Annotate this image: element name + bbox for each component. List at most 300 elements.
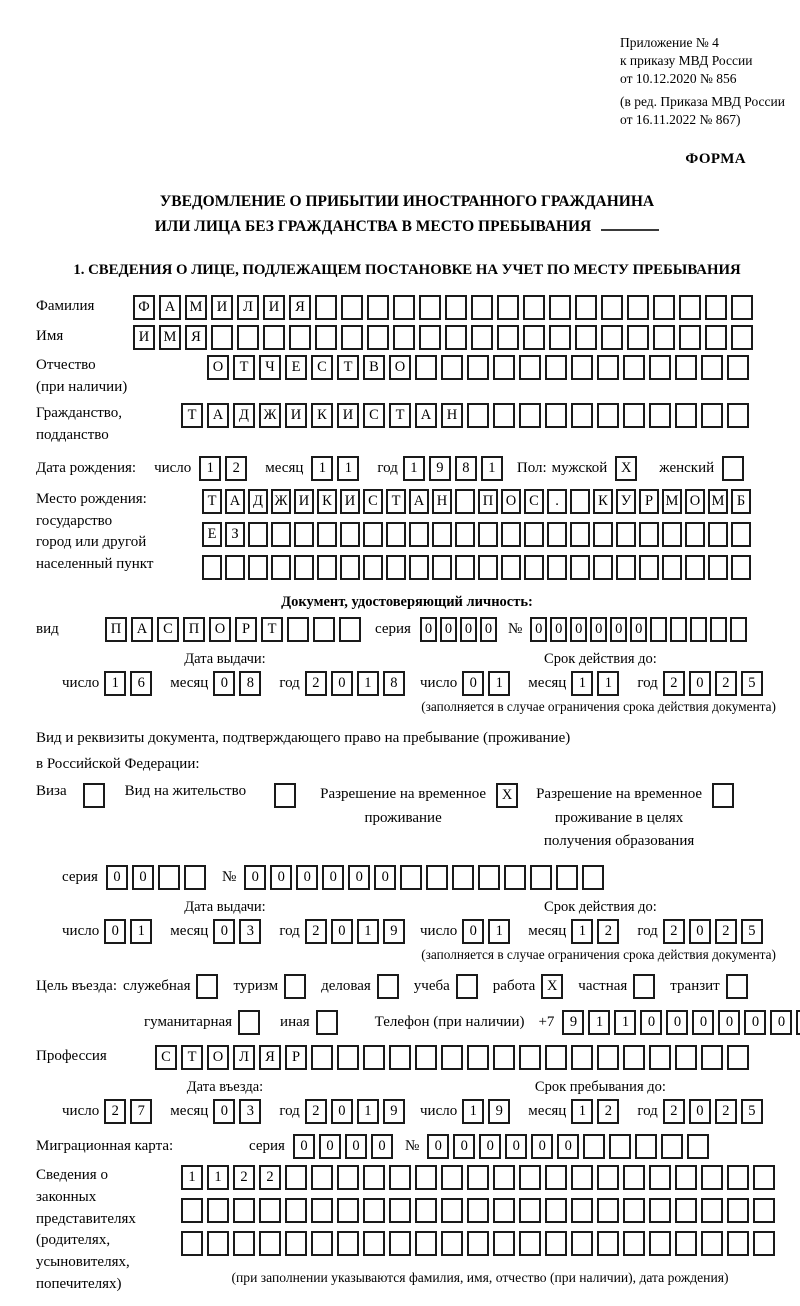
char-box[interactable] xyxy=(467,1198,489,1223)
char-box[interactable] xyxy=(649,1045,671,1070)
char-box[interactable]: С xyxy=(524,489,544,514)
char-box[interactable] xyxy=(649,355,671,380)
char-box[interactable] xyxy=(248,555,268,580)
char-box[interactable] xyxy=(501,522,521,547)
char-box[interactable] xyxy=(311,1231,333,1256)
char-box[interactable]: М xyxy=(185,295,207,320)
char-box[interactable] xyxy=(184,865,206,890)
char-box[interactable]: Я xyxy=(289,295,311,320)
char-box[interactable]: Т xyxy=(337,355,359,380)
char-box[interactable]: 0 xyxy=(331,919,353,944)
char-box[interactable]: 1 xyxy=(588,1010,610,1035)
char-box[interactable]: К xyxy=(311,403,333,428)
char-box[interactable]: 2 xyxy=(233,1165,255,1190)
char-box[interactable] xyxy=(471,325,493,350)
char-box[interactable] xyxy=(478,522,498,547)
purpose-business-checkbox[interactable] xyxy=(377,974,399,999)
purpose-transit-checkbox[interactable] xyxy=(726,974,748,999)
char-box[interactable]: О xyxy=(501,489,521,514)
char-box[interactable]: 2 xyxy=(715,671,737,696)
char-box[interactable] xyxy=(571,403,593,428)
char-box[interactable] xyxy=(415,1198,437,1223)
char-box[interactable] xyxy=(519,1198,541,1223)
char-box[interactable]: 1 xyxy=(597,671,619,696)
char-box[interactable] xyxy=(649,403,671,428)
char-box[interactable]: И xyxy=(133,325,155,350)
char-box[interactable] xyxy=(311,1198,333,1223)
char-box[interactable] xyxy=(393,295,415,320)
char-box[interactable]: И xyxy=(211,295,233,320)
char-box[interactable] xyxy=(593,522,613,547)
char-box[interactable]: 0 xyxy=(718,1010,740,1035)
char-box[interactable]: Р xyxy=(235,617,257,642)
char-box[interactable] xyxy=(690,617,707,642)
char-box[interactable] xyxy=(708,555,728,580)
char-box[interactable] xyxy=(731,295,753,320)
char-box[interactable] xyxy=(441,1198,463,1223)
char-box[interactable] xyxy=(478,555,498,580)
char-box[interactable] xyxy=(571,1198,593,1223)
char-box[interactable] xyxy=(623,1231,645,1256)
char-box[interactable]: 0 xyxy=(770,1010,792,1035)
char-box[interactable] xyxy=(623,1045,645,1070)
char-box[interactable] xyxy=(679,325,701,350)
char-box[interactable] xyxy=(211,325,233,350)
char-box[interactable]: 0 xyxy=(213,1099,235,1124)
char-box[interactable] xyxy=(233,1198,255,1223)
char-box[interactable] xyxy=(687,1134,709,1159)
char-box[interactable] xyxy=(731,555,751,580)
char-box[interactable]: 1 xyxy=(199,456,221,481)
char-box[interactable] xyxy=(419,325,441,350)
char-box[interactable]: Ч xyxy=(259,355,281,380)
char-box[interactable]: П xyxy=(478,489,498,514)
char-box[interactable]: М xyxy=(159,325,181,350)
char-box[interactable] xyxy=(339,617,361,642)
char-box[interactable]: 0 xyxy=(590,617,607,642)
char-box[interactable] xyxy=(524,555,544,580)
temp-residence-edu-checkbox[interactable] xyxy=(712,783,734,808)
char-box[interactable]: 0 xyxy=(689,1099,711,1124)
char-box[interactable]: 1 xyxy=(181,1165,203,1190)
visa-checkbox[interactable] xyxy=(83,783,105,808)
char-box[interactable]: О xyxy=(207,1045,229,1070)
char-box[interactable]: 0 xyxy=(610,617,627,642)
char-box[interactable]: 1 xyxy=(357,671,379,696)
char-box[interactable]: Т xyxy=(389,403,411,428)
char-box[interactable]: 0 xyxy=(460,617,477,642)
char-box[interactable] xyxy=(317,555,337,580)
purpose-study-checkbox[interactable] xyxy=(456,974,478,999)
char-box[interactable]: 0 xyxy=(345,1134,367,1159)
char-box[interactable] xyxy=(639,555,659,580)
purpose-official-checkbox[interactable] xyxy=(196,974,218,999)
char-box[interactable]: Н xyxy=(432,489,452,514)
char-box[interactable]: 0 xyxy=(427,1134,449,1159)
char-box[interactable] xyxy=(409,522,429,547)
char-box[interactable]: 0 xyxy=(374,865,396,890)
char-box[interactable] xyxy=(415,1165,437,1190)
char-box[interactable] xyxy=(796,1010,800,1035)
char-box[interactable] xyxy=(597,1045,619,1070)
female-checkbox[interactable] xyxy=(722,456,744,481)
char-box[interactable] xyxy=(701,355,723,380)
char-box[interactable]: 2 xyxy=(305,671,327,696)
char-box[interactable] xyxy=(311,1045,333,1070)
char-box[interactable] xyxy=(650,617,667,642)
char-box[interactable]: Т xyxy=(261,617,283,642)
char-box[interactable]: Е xyxy=(285,355,307,380)
char-box[interactable] xyxy=(597,1165,619,1190)
temp-residence-checkbox[interactable]: X xyxy=(496,783,518,808)
char-box[interactable] xyxy=(315,325,337,350)
char-box[interactable] xyxy=(471,295,493,320)
char-box[interactable] xyxy=(662,555,682,580)
char-box[interactable] xyxy=(708,522,728,547)
char-box[interactable] xyxy=(181,1198,203,1223)
char-box[interactable] xyxy=(730,617,747,642)
char-box[interactable] xyxy=(207,1231,229,1256)
char-box[interactable] xyxy=(601,295,623,320)
char-box[interactable] xyxy=(363,1198,385,1223)
char-box[interactable] xyxy=(341,295,363,320)
char-box[interactable] xyxy=(649,1165,671,1190)
char-box[interactable] xyxy=(225,555,245,580)
char-box[interactable] xyxy=(547,522,567,547)
char-box[interactable] xyxy=(545,1231,567,1256)
char-box[interactable]: 0 xyxy=(744,1010,766,1035)
char-box[interactable]: Я xyxy=(259,1045,281,1070)
char-box[interactable] xyxy=(524,522,544,547)
char-box[interactable]: И xyxy=(337,403,359,428)
char-box[interactable]: 1 xyxy=(481,456,503,481)
char-box[interactable] xyxy=(497,295,519,320)
char-box[interactable] xyxy=(432,522,452,547)
char-box[interactable] xyxy=(455,555,475,580)
char-box[interactable] xyxy=(675,1045,697,1070)
char-box[interactable]: 0 xyxy=(666,1010,688,1035)
char-box[interactable] xyxy=(549,325,571,350)
char-box[interactable]: М xyxy=(708,489,728,514)
char-box[interactable]: 5 xyxy=(741,919,763,944)
char-box[interactable]: Б xyxy=(731,489,751,514)
char-box[interactable]: 8 xyxy=(455,456,477,481)
char-box[interactable]: 2 xyxy=(663,671,685,696)
char-box[interactable]: 1 xyxy=(357,1099,379,1124)
char-box[interactable]: 2 xyxy=(305,1099,327,1124)
char-box[interactable] xyxy=(601,325,623,350)
char-box[interactable]: 1 xyxy=(571,919,593,944)
char-box[interactable] xyxy=(597,1198,619,1223)
char-box[interactable]: 9 xyxy=(383,919,405,944)
char-box[interactable] xyxy=(386,555,406,580)
char-box[interactable]: М xyxy=(662,489,682,514)
char-box[interactable] xyxy=(467,403,489,428)
char-box[interactable]: 0 xyxy=(104,919,126,944)
char-box[interactable] xyxy=(575,295,597,320)
char-box[interactable]: 0 xyxy=(371,1134,393,1159)
char-box[interactable]: Д xyxy=(233,403,255,428)
char-box[interactable]: Ф xyxy=(133,295,155,320)
char-box[interactable] xyxy=(675,355,697,380)
char-box[interactable] xyxy=(467,1165,489,1190)
char-box[interactable] xyxy=(679,295,701,320)
char-box[interactable] xyxy=(313,617,335,642)
char-box[interactable]: 0 xyxy=(213,919,235,944)
char-box[interactable]: И xyxy=(294,489,314,514)
char-box[interactable]: 1 xyxy=(130,919,152,944)
char-box[interactable] xyxy=(315,295,337,320)
char-box[interactable]: П xyxy=(183,617,205,642)
char-box[interactable] xyxy=(337,1165,359,1190)
char-box[interactable] xyxy=(597,355,619,380)
char-box[interactable]: Д xyxy=(248,489,268,514)
char-box[interactable] xyxy=(727,1198,749,1223)
char-box[interactable] xyxy=(571,1231,593,1256)
char-box[interactable]: З xyxy=(225,522,245,547)
char-box[interactable]: 0 xyxy=(319,1134,341,1159)
char-box[interactable] xyxy=(445,325,467,350)
char-box[interactable]: О xyxy=(209,617,231,642)
char-box[interactable]: 1 xyxy=(462,1099,484,1124)
char-box[interactable]: 0 xyxy=(557,1134,579,1159)
char-box[interactable] xyxy=(452,865,474,890)
char-box[interactable]: 0 xyxy=(630,617,647,642)
char-box[interactable] xyxy=(623,355,645,380)
char-box[interactable] xyxy=(389,1045,411,1070)
char-box[interactable]: Т xyxy=(181,1045,203,1070)
char-box[interactable] xyxy=(519,355,541,380)
char-box[interactable] xyxy=(158,865,180,890)
char-box[interactable] xyxy=(753,1198,775,1223)
char-box[interactable]: 1 xyxy=(311,456,333,481)
char-box[interactable] xyxy=(582,865,604,890)
char-box[interactable] xyxy=(259,1198,281,1223)
char-box[interactable] xyxy=(285,1198,307,1223)
char-box[interactable] xyxy=(597,403,619,428)
char-box[interactable] xyxy=(337,1198,359,1223)
char-box[interactable]: Н xyxy=(441,403,463,428)
char-box[interactable]: 0 xyxy=(640,1010,662,1035)
char-box[interactable]: 1 xyxy=(337,456,359,481)
char-box[interactable] xyxy=(467,355,489,380)
char-box[interactable]: 0 xyxy=(106,865,128,890)
char-box[interactable] xyxy=(467,1231,489,1256)
char-box[interactable]: 9 xyxy=(383,1099,405,1124)
char-box[interactable]: 2 xyxy=(715,919,737,944)
char-box[interactable]: И xyxy=(263,295,285,320)
char-box[interactable] xyxy=(623,403,645,428)
purpose-humanitarian-checkbox[interactable] xyxy=(238,1010,260,1035)
char-box[interactable]: Р xyxy=(639,489,659,514)
char-box[interactable]: И xyxy=(340,489,360,514)
char-box[interactable]: 1 xyxy=(403,456,425,481)
char-box[interactable]: С xyxy=(311,355,333,380)
char-box[interactable] xyxy=(685,555,705,580)
char-box[interactable]: 2 xyxy=(225,456,247,481)
char-box[interactable]: Т xyxy=(386,489,406,514)
char-box[interactable] xyxy=(317,522,337,547)
char-box[interactable]: Л xyxy=(233,1045,255,1070)
char-box[interactable]: У xyxy=(616,489,636,514)
char-box[interactable] xyxy=(519,1165,541,1190)
char-box[interactable]: 0 xyxy=(692,1010,714,1035)
char-box[interactable] xyxy=(271,522,291,547)
purpose-other-checkbox[interactable] xyxy=(316,1010,338,1035)
char-box[interactable] xyxy=(285,1165,307,1190)
char-box[interactable]: Л xyxy=(237,295,259,320)
char-box[interactable] xyxy=(363,522,383,547)
char-box[interactable] xyxy=(753,1165,775,1190)
char-box[interactable] xyxy=(727,1231,749,1256)
char-box[interactable] xyxy=(237,325,259,350)
char-box[interactable]: В xyxy=(363,355,385,380)
char-box[interactable] xyxy=(393,325,415,350)
char-box[interactable]: 0 xyxy=(348,865,370,890)
char-box[interactable] xyxy=(181,1231,203,1256)
char-box[interactable]: 1 xyxy=(488,671,510,696)
char-box[interactable] xyxy=(441,355,463,380)
char-box[interactable] xyxy=(294,522,314,547)
char-box[interactable] xyxy=(661,1134,683,1159)
char-box[interactable] xyxy=(367,325,389,350)
char-box[interactable]: Ж xyxy=(259,403,281,428)
char-box[interactable] xyxy=(287,617,309,642)
char-box[interactable] xyxy=(653,325,675,350)
char-box[interactable]: 0 xyxy=(480,617,497,642)
char-box[interactable] xyxy=(207,1198,229,1223)
char-box[interactable] xyxy=(289,325,311,350)
char-box[interactable]: 1 xyxy=(104,671,126,696)
char-box[interactable] xyxy=(616,555,636,580)
char-box[interactable] xyxy=(705,325,727,350)
char-box[interactable] xyxy=(705,295,727,320)
char-box[interactable] xyxy=(271,555,291,580)
char-box[interactable]: Ж xyxy=(271,489,291,514)
char-box[interactable] xyxy=(445,295,467,320)
char-box[interactable] xyxy=(545,355,567,380)
char-box[interactable] xyxy=(731,522,751,547)
char-box[interactable]: А xyxy=(207,403,229,428)
char-box[interactable]: 9 xyxy=(488,1099,510,1124)
char-box[interactable]: 0 xyxy=(531,1134,553,1159)
char-box[interactable]: А xyxy=(225,489,245,514)
char-box[interactable] xyxy=(519,403,541,428)
char-box[interactable] xyxy=(675,1165,697,1190)
char-box[interactable] xyxy=(583,1134,605,1159)
char-box[interactable] xyxy=(415,1045,437,1070)
char-box[interactable]: Т xyxy=(202,489,222,514)
char-box[interactable]: 0 xyxy=(331,671,353,696)
char-box[interactable]: С xyxy=(363,403,385,428)
char-box[interactable] xyxy=(519,1231,541,1256)
char-box[interactable]: 0 xyxy=(453,1134,475,1159)
char-box[interactable] xyxy=(753,1231,775,1256)
char-box[interactable]: 2 xyxy=(597,1099,619,1124)
char-box[interactable] xyxy=(294,555,314,580)
char-box[interactable] xyxy=(493,355,515,380)
char-box[interactable] xyxy=(701,1165,723,1190)
char-box[interactable]: Т xyxy=(233,355,255,380)
char-box[interactable] xyxy=(653,295,675,320)
char-box[interactable]: 9 xyxy=(429,456,451,481)
char-box[interactable]: 2 xyxy=(663,919,685,944)
char-box[interactable] xyxy=(337,1231,359,1256)
char-box[interactable] xyxy=(419,295,441,320)
char-box[interactable] xyxy=(263,325,285,350)
char-box[interactable] xyxy=(675,1198,697,1223)
char-box[interactable]: К xyxy=(317,489,337,514)
char-box[interactable] xyxy=(727,355,749,380)
char-box[interactable] xyxy=(670,617,687,642)
char-box[interactable] xyxy=(493,1165,515,1190)
char-box[interactable]: 1 xyxy=(571,671,593,696)
char-box[interactable] xyxy=(341,325,363,350)
char-box[interactable] xyxy=(523,325,545,350)
char-box[interactable] xyxy=(415,355,437,380)
char-box[interactable]: 2 xyxy=(663,1099,685,1124)
male-checkbox[interactable]: X xyxy=(615,456,637,481)
char-box[interactable] xyxy=(727,1165,749,1190)
char-box[interactable]: 1 xyxy=(614,1010,636,1035)
char-box[interactable] xyxy=(455,522,475,547)
char-box[interactable] xyxy=(627,295,649,320)
char-box[interactable] xyxy=(597,1231,619,1256)
char-box[interactable]: 0 xyxy=(462,671,484,696)
char-box[interactable] xyxy=(493,1198,515,1223)
char-box[interactable]: О xyxy=(389,355,411,380)
char-box[interactable] xyxy=(523,295,545,320)
char-box[interactable]: 6 xyxy=(130,671,152,696)
char-box[interactable]: 0 xyxy=(689,919,711,944)
char-box[interactable]: 0 xyxy=(244,865,266,890)
char-box[interactable] xyxy=(616,522,636,547)
char-box[interactable]: И xyxy=(285,403,307,428)
char-box[interactable] xyxy=(649,1231,671,1256)
char-box[interactable]: 8 xyxy=(239,671,261,696)
char-box[interactable] xyxy=(389,1198,411,1223)
char-box[interactable] xyxy=(593,555,613,580)
char-box[interactable] xyxy=(432,555,452,580)
char-box[interactable]: 0 xyxy=(331,1099,353,1124)
char-box[interactable]: Р xyxy=(285,1045,307,1070)
char-box[interactable]: 1 xyxy=(357,919,379,944)
residence-permit-checkbox[interactable] xyxy=(274,783,296,808)
char-box[interactable] xyxy=(363,1045,385,1070)
char-box[interactable] xyxy=(547,555,567,580)
char-box[interactable]: П xyxy=(105,617,127,642)
char-box[interactable]: 0 xyxy=(132,865,154,890)
char-box[interactable]: 1 xyxy=(207,1165,229,1190)
char-box[interactable] xyxy=(363,1231,385,1256)
char-box[interactable]: 0 xyxy=(293,1134,315,1159)
char-box[interactable] xyxy=(571,1165,593,1190)
char-box[interactable] xyxy=(493,1231,515,1256)
purpose-tourism-checkbox[interactable] xyxy=(284,974,306,999)
char-box[interactable] xyxy=(549,295,571,320)
char-box[interactable]: 2 xyxy=(715,1099,737,1124)
char-box[interactable] xyxy=(556,865,578,890)
char-box[interactable]: 5 xyxy=(741,1099,763,1124)
purpose-private-checkbox[interactable] xyxy=(633,974,655,999)
char-box[interactable]: 0 xyxy=(213,671,235,696)
char-box[interactable] xyxy=(685,522,705,547)
char-box[interactable]: А xyxy=(131,617,153,642)
char-box[interactable] xyxy=(570,489,590,514)
char-box[interactable] xyxy=(571,355,593,380)
char-box[interactable]: 7 xyxy=(130,1099,152,1124)
char-box[interactable]: 0 xyxy=(570,617,587,642)
